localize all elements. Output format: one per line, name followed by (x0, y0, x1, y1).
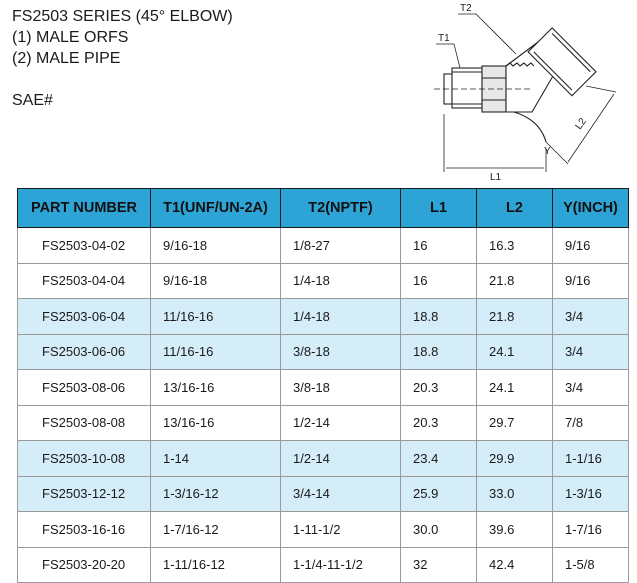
table-cell: 3/8-18 (281, 334, 401, 370)
table-cell: 9/16 (553, 228, 629, 264)
table-row (18, 441, 629, 477)
table-cell: 1-5/8 (553, 547, 629, 583)
table-cell: 3/4 (553, 334, 629, 370)
table-cell: 7/8 (553, 405, 629, 441)
table-cell: FS2503-06-06 (18, 334, 151, 370)
table-cell: 1-3/16-12 (151, 476, 281, 512)
table-cell: 13/16-16 (151, 405, 281, 441)
table-cell: 20.3 (401, 370, 477, 406)
table-cell: 18.8 (401, 299, 477, 335)
table-cell: 9/16-18 (151, 263, 281, 299)
table-cell: 32 (401, 547, 477, 583)
table-cell: FS2503-12-12 (18, 476, 151, 512)
table-cell: 3/4 (553, 370, 629, 406)
l2-label: L2 (573, 116, 589, 132)
table-cell: 29.7 (477, 405, 553, 441)
table-cell: 1/2-14 (281, 405, 401, 441)
table-row (18, 370, 629, 406)
table-cell: FS2503-20-20 (18, 547, 151, 583)
table-cell: 24.1 (477, 370, 553, 406)
series-title: FS2503 SERIES (45° ELBOW) (12, 8, 233, 25)
table-cell: 21.8 (477, 263, 553, 299)
table-cell: 29.9 (477, 441, 553, 477)
column-header: L2 (477, 189, 553, 228)
table-cell: 20.3 (401, 405, 477, 441)
table-cell: 3/4-14 (281, 476, 401, 512)
table-cell: 3/4 (553, 299, 629, 335)
table-cell: FS2503-10-08 (18, 441, 151, 477)
column-header: PART NUMBER (18, 189, 151, 228)
table-cell: 13/16-16 (151, 370, 281, 406)
table-row (18, 547, 629, 583)
table-cell: 25.9 (401, 476, 477, 512)
table-row (18, 512, 629, 548)
table-cell: 21.8 (477, 299, 553, 335)
table-cell: 30.0 (401, 512, 477, 548)
standard-label: SAE# (12, 92, 53, 109)
table-cell: 1-7/16 (553, 512, 629, 548)
table-cell: FS2503-16-16 (18, 512, 151, 548)
table-cell: 9/16-18 (151, 228, 281, 264)
t2-label: T2 (460, 3, 472, 14)
table-cell: FS2503-04-04 (18, 263, 151, 299)
table-cell: 16.3 (477, 228, 553, 264)
l1-label: L1 (490, 172, 502, 182)
table-cell: 18.8 (401, 334, 477, 370)
table-row (18, 228, 629, 264)
table-cell: 1/2-14 (281, 441, 401, 477)
table-cell: 42.4 (477, 547, 553, 583)
table-cell: 11/16-16 (151, 334, 281, 370)
title-block (12, 6, 233, 69)
column-header: T1(UNF/UN-2A) (151, 189, 281, 228)
table-cell: 1-14 (151, 441, 281, 477)
table-cell: 1-1/16 (553, 441, 629, 477)
table-cell: FS2503-08-06 (18, 370, 151, 406)
table-cell: 11/16-16 (151, 299, 281, 335)
table-cell: FS2503-06-04 (18, 299, 151, 335)
fitting-drawing (420, 2, 632, 182)
specs-table (17, 188, 629, 583)
table-cell: 1/8-27 (281, 228, 401, 264)
table-cell: 24.1 (477, 334, 553, 370)
column-header: L1 (401, 189, 477, 228)
table-cell: 1-7/16-12 (151, 512, 281, 548)
table-cell: 3/8-18 (281, 370, 401, 406)
t1-label: T1 (438, 33, 450, 44)
table-cell: 1/4-18 (281, 299, 401, 335)
table-cell: 33.0 (477, 476, 553, 512)
table-cell: 16 (401, 263, 477, 299)
orfs-thread-body (452, 68, 482, 108)
y-label: Y (544, 146, 551, 157)
table-cell: 1/4-18 (281, 263, 401, 299)
table-cell: FS2503-08-08 (18, 405, 151, 441)
table-cell: 1-1/4-11-1/2 (281, 547, 401, 583)
table-header-row (18, 189, 629, 228)
table-row (18, 334, 629, 370)
column-header: Y(INCH) (553, 189, 629, 228)
table-cell: 23.4 (401, 441, 477, 477)
end-type-1: (1) MALE ORFS (12, 29, 129, 46)
table-cell: 1-11-1/2 (281, 512, 401, 548)
table-cell: 39.6 (477, 512, 553, 548)
table-cell: 16 (401, 228, 477, 264)
table-cell: 9/16 (553, 263, 629, 299)
table-row (18, 405, 629, 441)
table-cell: 1-11/16-12 (151, 547, 281, 583)
table-row (18, 476, 629, 512)
table-row (18, 299, 629, 335)
table-cell: FS2503-04-02 (18, 228, 151, 264)
column-header: T2(NPTF) (281, 189, 401, 228)
table-cell: 1-3/16 (553, 476, 629, 512)
table-row (18, 263, 629, 299)
end-type-2: (2) MALE PIPE (12, 50, 121, 67)
